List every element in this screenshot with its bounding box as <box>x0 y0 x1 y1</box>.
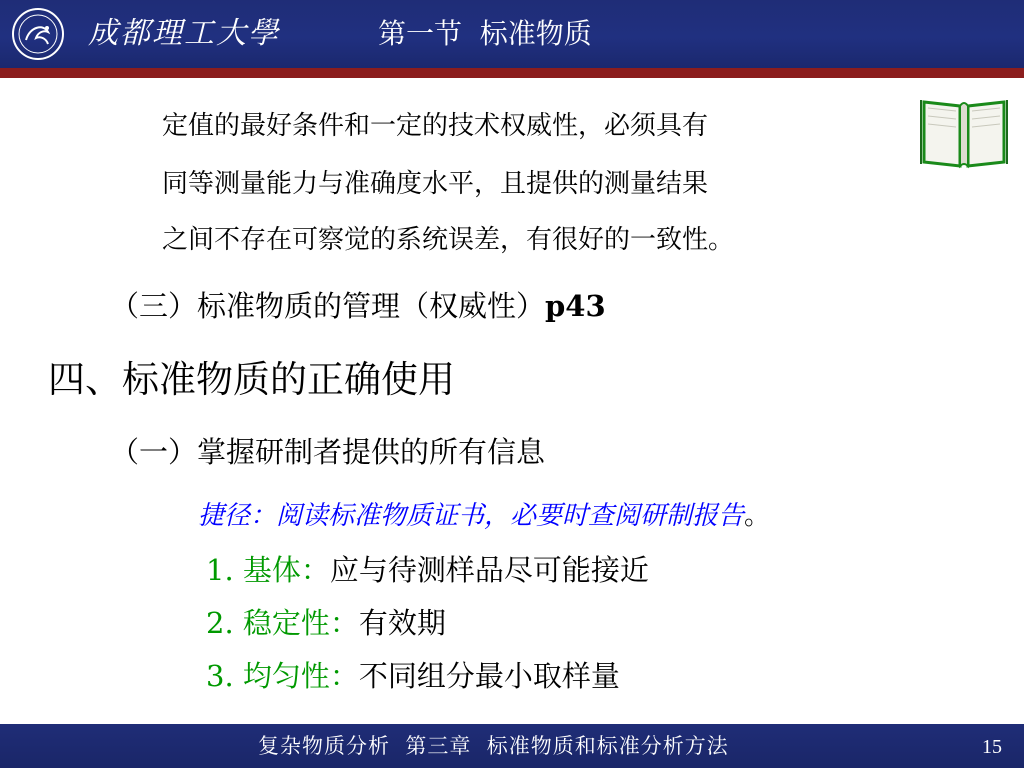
footer-course-title: 复杂物质分析 第三章 标准物质和标准分析方法 <box>258 734 729 758</box>
item-key: 2. 稳定性： <box>206 606 359 640</box>
item-value: 应与待测样品尽可能接近 <box>329 553 649 587</box>
item-value: 不同组分最小取样量 <box>358 659 620 693</box>
paragraph-line-2: 同等测量能力与准确度水平，且提供的测量结果 <box>162 169 709 199</box>
section-correct-use-heading: 四、标准物质的正确使用 <box>48 358 455 401</box>
open-book-icon <box>920 92 1008 170</box>
paragraph-line-1: 定值的最好条件和一定的技术权威性，必须具有 <box>162 111 709 141</box>
university-logo-text: 成都理工大學 <box>88 16 280 51</box>
paragraph-line-3: 之间不存在可察觉的系统误差，有很好的一致性。 <box>162 225 735 255</box>
subsection-info-heading: （一）掌握研制者提供的所有信息 <box>110 435 546 469</box>
section-management-text: （三）标准物质的管理（权威性） <box>110 289 546 323</box>
shortcut-end: 。 <box>744 501 771 531</box>
item-key: 3. 均匀性： <box>206 659 359 693</box>
header-divider <box>0 68 1024 78</box>
item-value: 有效期 <box>358 606 446 640</box>
list-item <box>206 654 620 698</box>
shortcut-note <box>198 496 770 536</box>
list-item <box>206 548 649 592</box>
page-reference: p43 <box>545 289 606 323</box>
item-key: 1. 基体： <box>206 553 330 587</box>
university-emblem-icon <box>10 6 66 62</box>
section-management-heading <box>110 284 606 328</box>
shortcut-label: 捷径：阅读标准物质证书，必要时查阅研制报告 <box>198 501 745 531</box>
slide-title: 第一节 标准物质 <box>378 17 592 50</box>
page-number: 15 <box>982 736 1002 758</box>
list-item <box>206 601 446 645</box>
